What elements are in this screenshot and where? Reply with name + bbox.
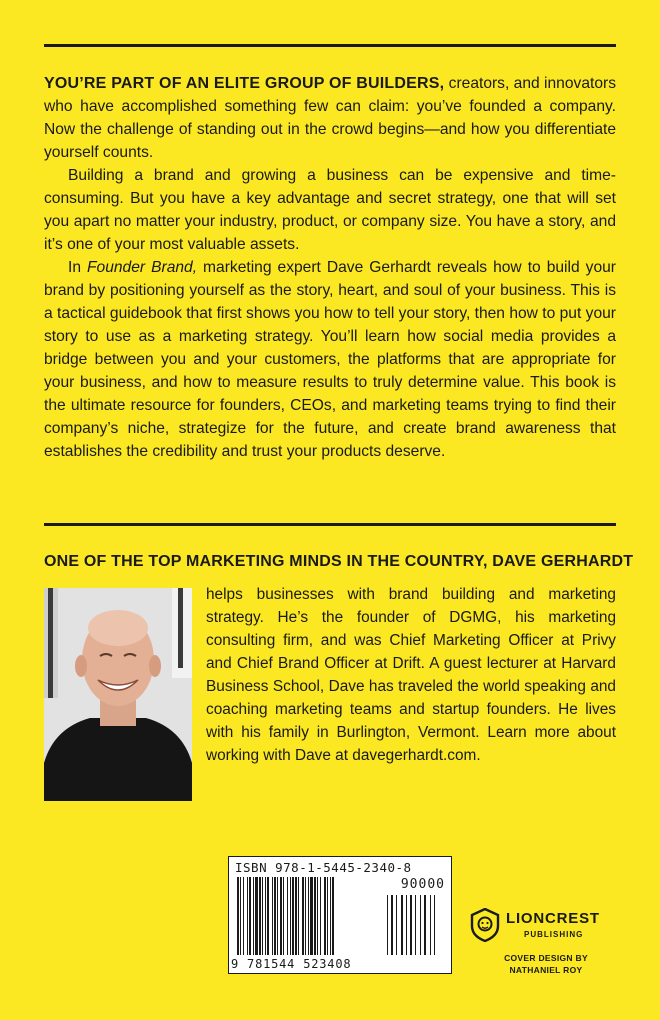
- credit-line-2: NATHANIEL ROY: [509, 965, 583, 975]
- author-bio-heading: ONE OF THE TOP MARKETING MINDS IN THE COUNTRY, DAVE GERHARDT: [44, 553, 634, 570]
- price-code: 90000: [400, 877, 445, 892]
- blurb-lead: YOU’RE PART OF AN ELITE GROUP OF BUILDERS,: [44, 75, 445, 92]
- isbn-barcode: [228, 856, 452, 974]
- lion-crest-icon: [470, 908, 500, 942]
- cover-design-credit: [476, 952, 616, 976]
- barcode-number: 9 781544 523408: [231, 957, 352, 971]
- book-title: Founder Brand,: [87, 259, 198, 276]
- publisher-name: LIONCREST: [506, 910, 600, 927]
- isbn-label: ISBN 978-1-5445-2340-8: [235, 860, 412, 875]
- top-divider: [44, 44, 616, 47]
- author-photo: [44, 588, 192, 801]
- publisher-subtitle: PUBLISHING: [524, 930, 584, 939]
- author-bio-text: helps businesses with brand building and marketing strategy. He’s the founder of DGMG, his marketing consulting firm, and was Chief Marketing Officer at Privy and Chief Brand Officer at Drift. A guest lecturer at Harvard Business School, Dave has traveled the world speaking and coaching marketing teams and startup founders. He lives with his family in Burlington, Vermont. Learn more about working with Dave at davegerhardt.com.: [206, 586, 616, 764]
- back-cover-blurb: [44, 72, 616, 463]
- blurb-paragraph-2: Building a brand and growing a business can be expensive and time-consuming. But you have a key advantage and secret strategy, one that will set you apart no matter your industry, product, or company size. You have a story, and it’s one of your most valuable assets.: [44, 167, 616, 253]
- blurb-paragraph-3-text: marketing expert Dave Gerhardt reveals how to build your brand by positioning yourself as the story, heart, and soul of your business. This is a tactical guidebook that first shows you how to tell your story, then how to put your story to use as a marketing strategy. You’ll learn how social media provides a bridge between you and your customers, the platforms that are appropriate for your business, and how to measure results to truly determine value. This book is the ultimate resource for founders, CEOs, and marketing teams trying to find their company’s niche, strategize for the future, and create brand awareness that establishes the credibility and trust your products deserve.: [44, 259, 616, 460]
- publisher-logo: [470, 908, 620, 944]
- barcode-bars: [229, 857, 451, 973]
- blurb-paragraph-3: [44, 256, 616, 463]
- author-portrait-image: [44, 588, 192, 801]
- credit-line-1: COVER DESIGN BY: [504, 953, 588, 963]
- blurb-paragraph-3-pre: In: [68, 259, 88, 276]
- blurb-paragraph-1: [44, 72, 616, 164]
- middle-divider: [44, 523, 616, 526]
- blurb-paragraph-1-text: creators, and innovators who have accomplished something few can claim: you’ve founded a company. Now the challenge of standing out in the crowd begins—and how you differentiate yourself counts.: [44, 75, 616, 161]
